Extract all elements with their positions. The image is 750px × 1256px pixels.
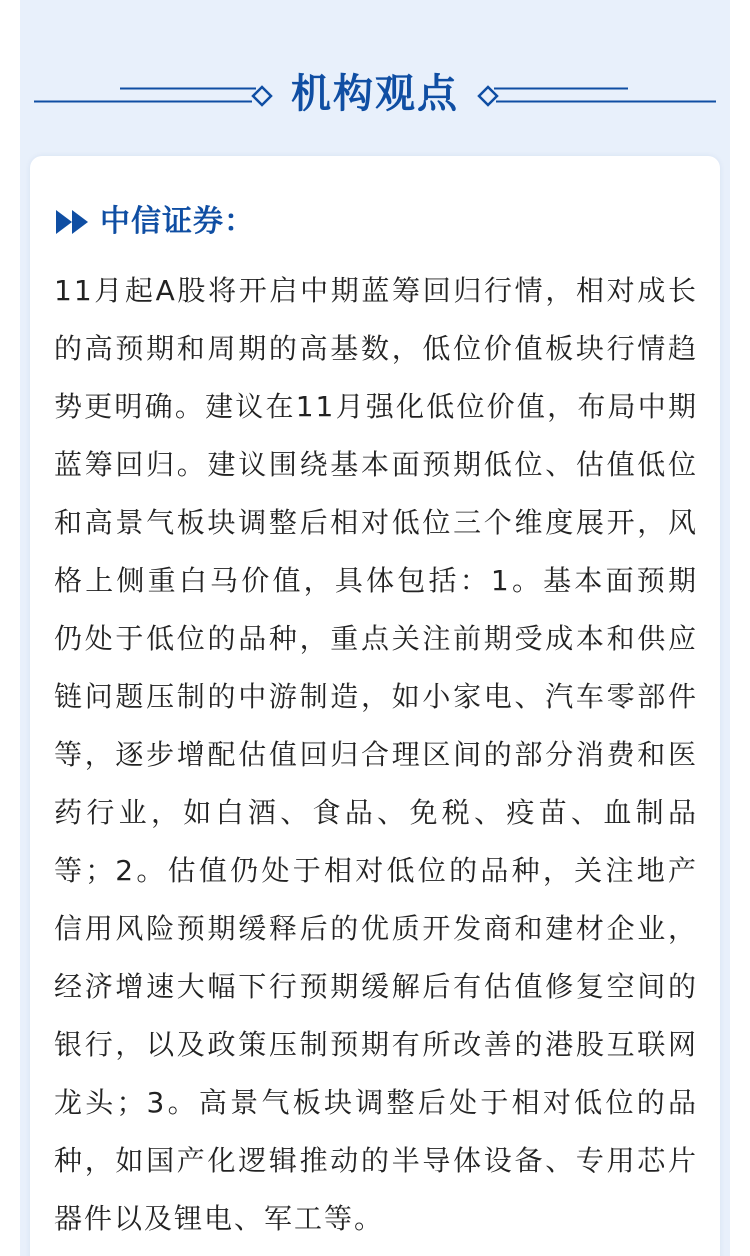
- viewpoint-text: 11月起A股将开启中期蓝筹回归行情，相对成长的高预期和周期的高基数，低位价值板块行情趋势更明确。建议在11月强化低位价值，布局中期蓝筹回归。建议围绕基本面预期低位、估值低位和高景气板块调整后相对低位三个维度展开，风格上侧重白马价值，具体包括：1。基本面预期仍处于低位的品种，重点关注前期受成本和供应链问题压制的中游制造，如小家电、汽车零部件等，逐步增配估值回归合理区间的部分消费和医药行业，如白酒、食品、免税、疫苗、血制品等；2。估值仍处于相对低位的品种，关注地产信用风险预期缓释后的优质开发商和建材企业，经济增速大幅下行预期缓解后有估值修复空间的银行，以及政策压制预期有所改善的港股互联网龙头；3。高景气板块调整后处于相对低位的品种，如国产化逻辑推动的半导体设备、专用芯片器件以及锂电、军工等。: [54, 274, 698, 1235]
- section-title: 机构观点: [291, 71, 459, 117]
- source-name: 中信证券：: [100, 204, 255, 239]
- section-header: [0, 0, 750, 150]
- double-arrow-icon: [54, 207, 92, 237]
- source-heading: [54, 198, 255, 246]
- viewpoint-card: [30, 156, 720, 1256]
